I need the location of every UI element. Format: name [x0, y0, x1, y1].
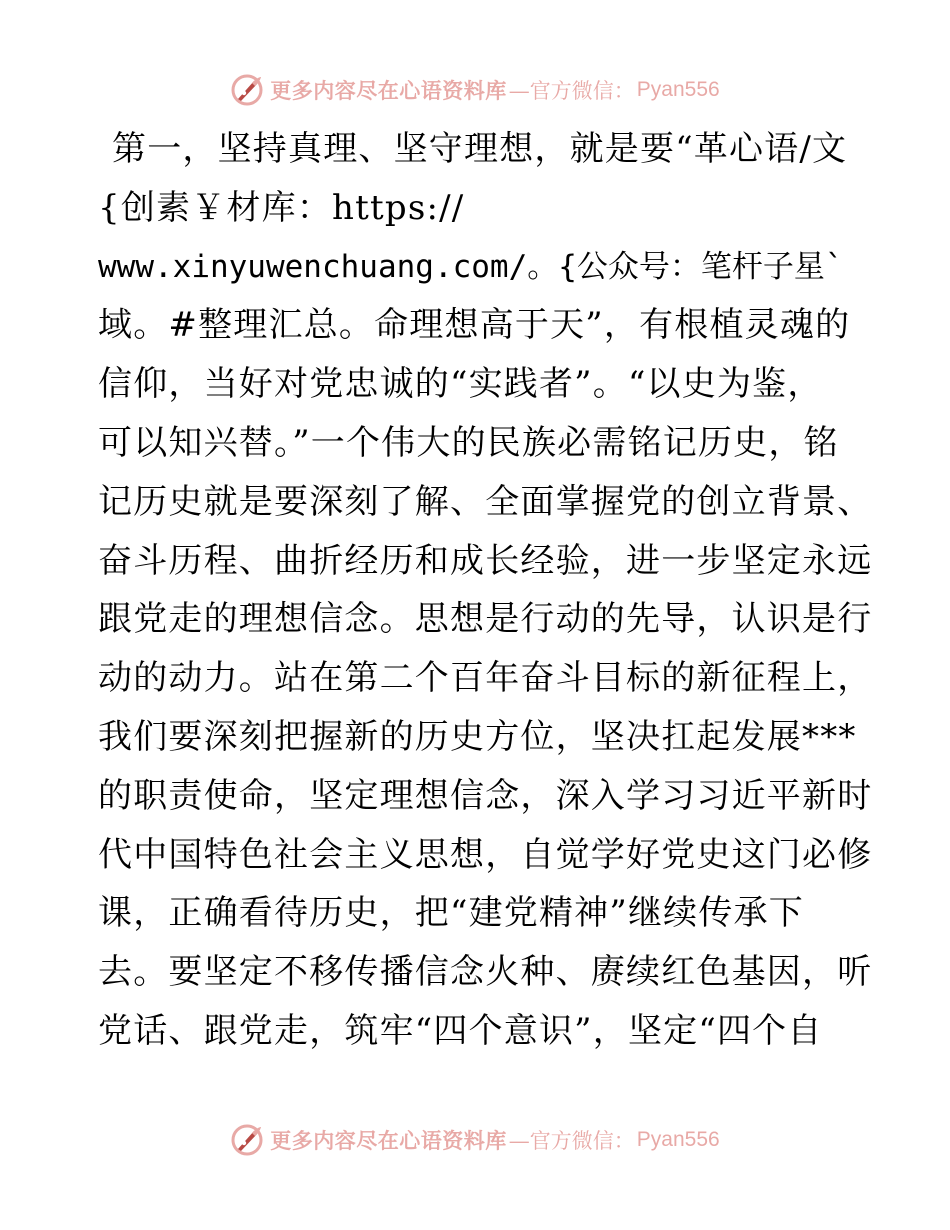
- quill-pen-logo-icon: [230, 73, 264, 107]
- quill-pen-logo-icon: [230, 1123, 264, 1157]
- paragraph-line: 信仰，当好对党忠诚的“实践者”。“以史为鉴，: [98, 364, 823, 405]
- paragraph-line: 动的动力。站在第二个百年奋斗目标的新征程上，: [98, 658, 873, 699]
- paragraph-line: 可以知兴替。”一个伟大的民族必需铭记历史，铭: [98, 422, 839, 463]
- paragraph-line: 课，正确看待历史，把“建党精神”继续传承下: [98, 893, 804, 934]
- paragraph-line: 记历史就是要深刻了解、全面掌握党的创立背景、: [98, 481, 873, 522]
- wechat-handle: Pyan556: [636, 1128, 720, 1151]
- paragraph-line: 去。要坚定不移传播信念火种、赓续红色基因，听: [98, 952, 873, 993]
- header-watermark: [0, 70, 950, 110]
- wechat-handle: Pyan556: [636, 78, 720, 101]
- paragraph-line: www.xinyuwenchuang.com/。{公众号：笔杆子星`: [98, 248, 844, 285]
- paragraph-line: 我们要深刻把握新的历史方位，坚决扛起发展***: [98, 716, 857, 757]
- paragraph-line: {创素￥材库：https://: [98, 187, 465, 228]
- paragraph-line: 域。#整理汇总。命理想高于天”，有根植灵魂的: [98, 305, 851, 346]
- paragraph-line: 跟党走的理想信念。思想是行动的先导，认识是行: [98, 599, 873, 640]
- document-body: [98, 120, 873, 1061]
- paragraph-line: 代中国特色社会主义思想，自觉学好党史这门必修: [98, 834, 873, 875]
- promo-text: 更多内容尽在心语资料库: [270, 1128, 507, 1153]
- paragraph-line: 的职责使命，坚定理想信念，深入学习习近平新时: [98, 775, 873, 816]
- wechat-label: —官方微信：: [508, 79, 635, 103]
- promo-text: 更多内容尽在心语资料库: [270, 78, 507, 103]
- paragraph-line: 奋斗历程、曲折经历和成长经验，进一步坚定永远: [98, 540, 873, 581]
- paragraph-line: 党话、跟党走，筑牢“四个意识”，坚定“四个自: [98, 1010, 823, 1051]
- paragraph-line: 第一，坚持真理、坚守理想，就是要“革心语/文: [112, 129, 848, 169]
- footer-watermark: [0, 1120, 950, 1160]
- wechat-label: —官方微信：: [508, 1129, 635, 1153]
